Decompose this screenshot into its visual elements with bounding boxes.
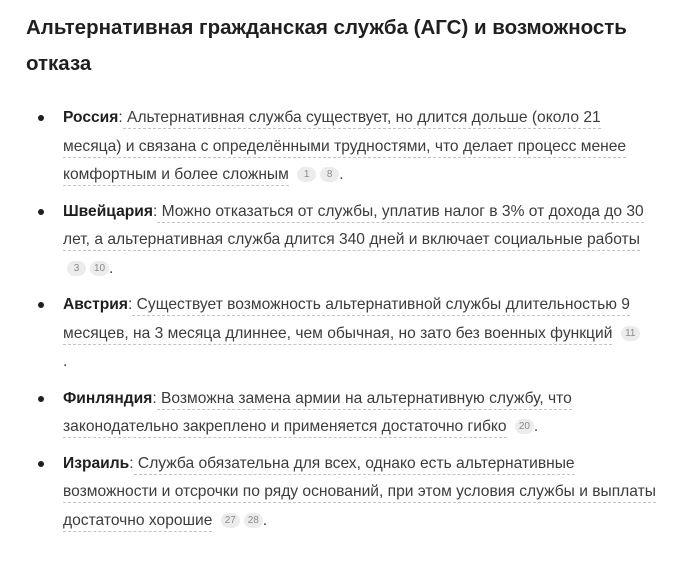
list-item-finland <box>26 385 663 442</box>
bullet-dot <box>38 396 44 402</box>
citation-badge[interactable]: 28 <box>244 513 263 528</box>
list-item-switzerland <box>26 198 663 284</box>
country-name: Израиль <box>63 454 130 472</box>
colon: : <box>129 454 134 472</box>
citation-badge[interactable]: 3 <box>67 261 86 276</box>
citation-badge[interactable]: 1 <box>297 167 316 182</box>
country-name: Финляндия <box>63 389 153 407</box>
bullet-dot <box>38 461 44 467</box>
item-text: Служба обязательна для всех, однако есть альтернативные возможности и отсрочки по ряду оснований, при этом условия службы и выплаты достаточно хорошие <box>63 455 656 532</box>
citation-badge[interactable]: 8 <box>320 167 339 182</box>
period: . <box>262 511 268 529</box>
citation-badge[interactable]: 10 <box>90 261 109 276</box>
colon: : <box>152 389 157 407</box>
item-text: Альтернативная служба существует, но длится дольше (около 21 месяца) и связана с определёнными трудностями, что делает процесс менее комфортным и более сложным <box>63 109 626 186</box>
period: . <box>63 353 68 370</box>
period: . <box>533 418 539 435</box>
period: . <box>339 166 344 183</box>
list-item-israel <box>26 450 663 536</box>
item-text: Существует возможность альтернативной службы длительностью 9 месяцев, на 3 месяца длиннее, чем обычная, но зато без военных функций <box>63 296 630 345</box>
item-text: Можно отказаться от службы, уплатив налог в 3% от дохода до 30 лет, а альтернативная служба длится 340 дней и включает социальные работы <box>63 203 644 252</box>
citation-badge[interactable]: 20 <box>515 419 534 434</box>
item-text: Возможна замена армии на альтернативную службу, что законодательно закреплено и применяется достаточно гибко <box>63 390 572 439</box>
country-name: Швейцария <box>63 202 153 220</box>
period: . <box>109 259 114 277</box>
country-name: Австрия <box>63 296 128 313</box>
colon: : <box>118 109 123 126</box>
citation-badge[interactable]: 11 <box>621 326 640 341</box>
bullet-dot <box>38 302 44 308</box>
list-item-austria <box>26 291 663 377</box>
colon: : <box>152 202 158 220</box>
citation-badge[interactable]: 27 <box>221 513 240 528</box>
bullet-dot <box>38 209 44 215</box>
list-item-russia <box>26 104 663 190</box>
section-heading: Альтернативная гражданская служба (АГС) и возможность отказа <box>26 16 627 75</box>
country-list <box>26 104 663 535</box>
bullet-dot <box>38 115 44 121</box>
colon: : <box>127 296 133 313</box>
country-name: Россия <box>63 109 119 126</box>
